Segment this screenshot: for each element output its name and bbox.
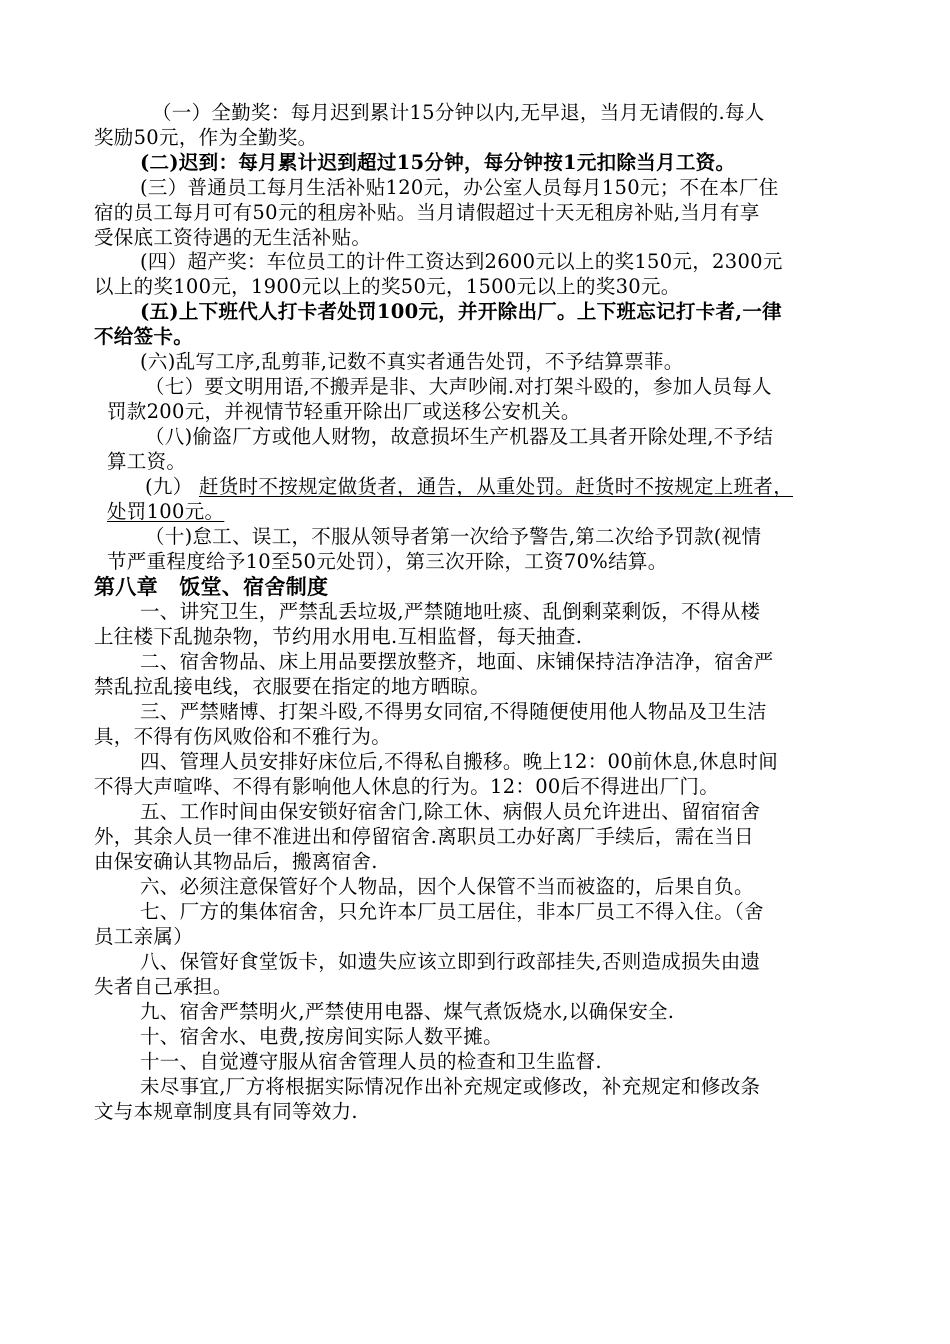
text-line: （十)怠工、误工，不服从领导者第一次给予警告,第二次给予罚款(视情 (145, 525, 762, 548)
text-line: 八、保管好食堂饭卡，如遗失应该立即到行政部挂失,否则造成损失由遗 (140, 950, 761, 973)
text-line: 九、宿舍严禁明火,严禁使用电器、煤气煮饭烧水,以确保安全. (140, 1000, 675, 1023)
text-line: 文与本规章制度具有同等效力. (94, 1100, 358, 1123)
text-line: (六)乱写工序,乱剪菲,记数不真实者通告处罚，不予结算票菲。 (140, 350, 684, 373)
text-line: (三）普通员工每月生活补贴120元，办公室人员每月150元；不在本厂住 (140, 176, 779, 199)
text-line: 一、讲究卫生，严禁乱丢垃圾,严禁随地吐痰、乱倒剩菜剩饭，不得从楼 (140, 600, 761, 623)
text-line: (二)迟到：每月累计迟到超过15分钟，每分钟按1元扣除当月工资。 (140, 151, 736, 174)
text-line: 五、工作时间由保安锁好宿舍门,除工休、病假人员允许进出、留宿宿舍 (140, 800, 761, 823)
text-line: 不给签卡。 (94, 325, 194, 348)
text-line: (四）超产奖：车位员工的计件工资达到2600元以上的奖150元，2300元 (140, 250, 783, 273)
text-line: 受保底工资待遇的无生活补贴。 (94, 226, 372, 249)
text-line: （一）全勤奖：每月迟到累计15分钟以内,无早退，当月无请假的.每人 (152, 101, 765, 124)
text-line: (五)上下班代人打卡者处罚100元，并开除出厂。上下班忘记打卡者,一律 (140, 300, 782, 323)
text-line: 失者自己承担。 (94, 975, 233, 998)
text-line: (九） (145, 475, 193, 498)
text-line: 以上的奖100元，1900元以上的奖50元，1500元以上的奖30元。 (94, 275, 681, 298)
text-line: 四、管理人员安排好床位后,不得私自搬移。晚上12：00前休息,休息时间 (140, 750, 779, 773)
text-line: 处罚100元。 (107, 500, 225, 523)
text-line: 宿的员工每月可有50元的租房补贴。当月请假超过十天无租房补贴,当月有享 (94, 201, 760, 224)
chapter-heading: 第八章 饭堂、宿舍制度 (94, 575, 329, 599)
text-line: 由保安确认其物品后，搬离宿舍. (94, 850, 378, 873)
text-line: 员工亲属） (94, 925, 194, 948)
text-line: 七、厂方的集体宿舍，只允许本厂员工居住，非本厂员工不得入住。（舍 (140, 900, 764, 923)
text-line: 赶货时不按规定做货者，通告，从重处罚。赶货时不按规定上班者， (199, 475, 794, 498)
text-line: 罚款200元，并视情节轻重开除出厂或送移公安机关。 (107, 400, 581, 423)
text-line: （八)偷盗厂方或他人财物，故意损坏生产机器及工具者开除处理,不予结 (145, 425, 774, 448)
text-line: 十一、自觉遵守服从宿舍管理人员的检查和卫生监督. (140, 1050, 602, 1073)
text-line: 上往楼下乱抛杂物，节约用水用电.互相监督，每天抽查. (94, 625, 583, 648)
text-line: 六、必须注意保管好个人物品，因个人保管不当而被盗的，后果自负。 (140, 875, 754, 898)
text-line: 二、宿舍物品、床上用品要摆放整齐，地面、床铺保持洁净洁净，宿舍严 (140, 650, 774, 673)
text-line: 奖励50元，作为全勤奖。 (94, 126, 318, 149)
text-line: 三、严禁赌博、打架斗殴,不得男女同宿,不得随便使用他人物品及卫生洁 (140, 700, 767, 723)
text-line: 具，不得有伤风败俗和不雅行为。 (94, 725, 392, 748)
text-line: 十、宿舍水、电费,按房间实际人数平摊。 (140, 1025, 503, 1048)
text-line: 外，其余人员一律不准进出和停留宿舍.离职员工办好离厂手续后，需在当日 (94, 825, 754, 848)
text-line: 未尽事宜,厂方将根据实际情况作出补充规定或修改，补充规定和修改条 (140, 1075, 761, 1098)
text-line: 节严重程度给予10至50元处罚），第三次开除，工资70%结算。 (107, 550, 668, 573)
text-line: （七）要文明用语,不搬弄是非、大声吵闹.对打架斗殴的，参加人员每人 (145, 375, 772, 398)
text-line: 不得大声喧哗、不得有影响他人休息的行为。12：00后不得进出厂门。 (94, 775, 720, 798)
text-line: 算工资。 (107, 450, 187, 473)
text-line: 禁乱拉乱接电线，衣服要在指定的地方晒晾。 (94, 675, 491, 698)
